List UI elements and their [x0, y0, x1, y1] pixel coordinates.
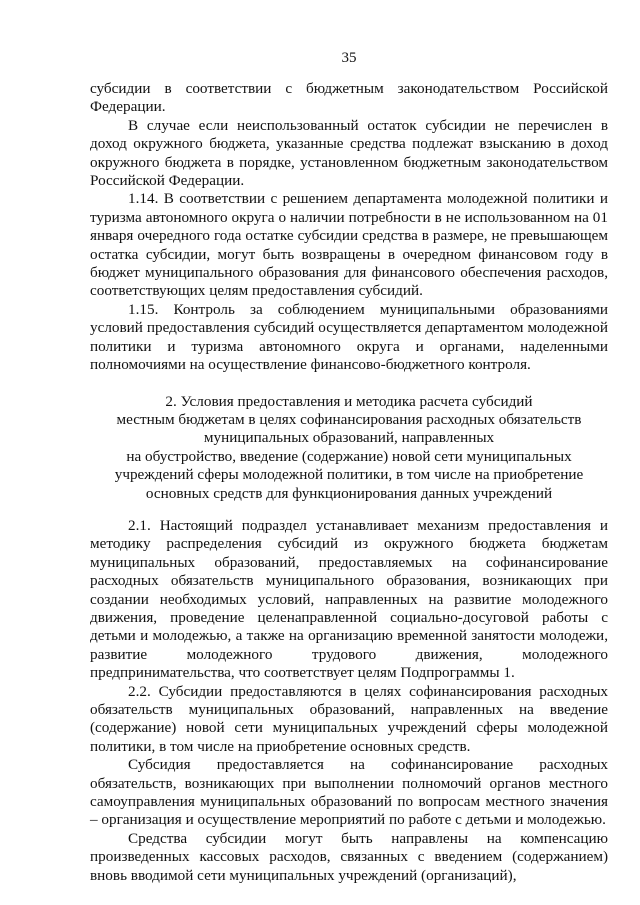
page-number: 35 — [341, 50, 357, 66]
paragraph-1-15: 1.15. Контроль за соблюдением муниципальными образованиями условий предоставления субсидий осуществляется департаментом молодежной политики и туризма автономного округа и органами, наделенными полномочиями на осуществление финансово-бюджетного контроля. — [90, 300, 608, 374]
heading-line: муниципальных образований, направленных — [203, 429, 495, 447]
paragraph-subsidy-funds: Средства субсидии могут быть направлены на компенсацию произведенных кассовых расходов, связанных с введением (содержанием) вновь вводимой сети муниципальных учреждений (организаций), — [90, 829, 608, 884]
paragraph-2-2: 2.2. Субсидии предоставляются в целях софинансирования расходных обязательств муниципальных образований, направленных на введение (содержание) новой сети муниципальных учреждений сферы молодежной политики, в том числе на приобретение основных средств. — [90, 682, 608, 755]
document-body — [90, 80, 608, 885]
paragraph-continuation: субсидии в соответствии с бюджетным законодательством Российской Федерации. — [90, 80, 608, 116]
paragraph-subsidy-purpose: Субсидия предоставляется на софинансирование расходных обязательств, возникающих при выполнении полномочий органов местного самоуправления муниципальных образований по вопросам местного значения – организация и осуществление мероприятий по работе с детьми и молодежью. — [90, 756, 608, 829]
paragraph-1-14: 1.14. В соответствии с решением департамента молодежной политики и туризма автономного округа о наличии потребности в не использованном на 01 января очередного года остатке субсидии средства в размере, не превышающем остатка субсидии, могут быть возвращены в очередном финансовом году в бюджет муниципального образования для финансового обеспечения расходов, соответствующих целям предоставления субсидий. — [90, 190, 608, 300]
section-heading — [90, 393, 608, 503]
paragraph-2-1: 2.1. Настоящий подраздел устанавливает механизм предоставления и методику распределения субсидий из окружного бюджета бюджетам муниципальных образований, предоставляемых на софинансирование расходных обязательств муниципального образования, возникающих при создании необходимых условий, направленных на развитие молодежного движения, проведение целенаправленной социально-досуговой работы с детьми и молодежью, а также на организацию временной занятости молодежи, развитие молодежного трудового движения, молодежного предпринимательства, что соответствует целям Подпрограммы 1. — [90, 516, 608, 682]
heading-line: 2. Условия предоставления и методика расчета субсидий — [165, 392, 533, 410]
heading-line: местным бюджетам в целях софинансирования расходных обязательств — [116, 410, 582, 428]
heading-line: на обустройство, введение (содержание) новой сети муниципальных — [126, 447, 572, 465]
heading-line: основных средств для функционирования данных учреждений — [145, 484, 553, 502]
paragraph-unused-balance: В случае если неиспользованный остаток субсидии не перечислен в доход окружного бюджета, указанные средства подлежат взысканию в доход окружного бюджета в порядке, установленном бюджетным законодательством Российской Федерации. — [90, 116, 608, 190]
heading-line: учреждений сферы молодежной политики, в том числе на приобретение — [114, 466, 584, 484]
